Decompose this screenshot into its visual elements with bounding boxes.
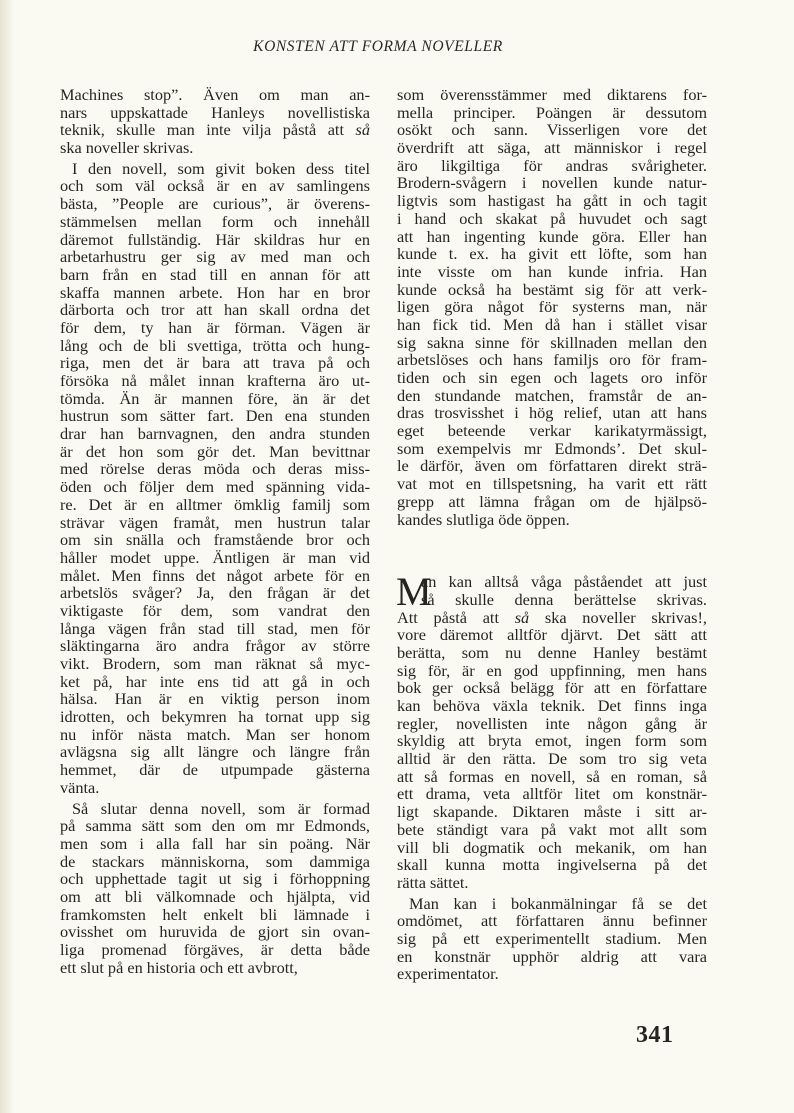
- text-line: ska noveller skrivas.: [60, 138, 194, 158]
- text-line: att han ingenting kunde göra. Eller han: [397, 226, 707, 246]
- text-line: och upphettade tagit ut sig i förhoppning: [60, 869, 370, 889]
- text-line: i hand och skakat på huvudet och sagt: [397, 208, 707, 228]
- text-line: eget beteende verkar karikatyrmässigt,: [397, 421, 707, 441]
- text-line: nu inför nästa match. Man ser honom: [60, 724, 370, 744]
- text-line: hälsa. Han är en viktig person inom: [60, 689, 370, 709]
- text-line: hemmet, där de utpumpade gästerna: [60, 760, 370, 780]
- text-line: nars uppskattade Hanleys novellistiska: [60, 102, 370, 122]
- text-line: kandes slutliga öde öppen.: [397, 509, 570, 529]
- text-line: vänta.: [60, 777, 100, 797]
- text-line: rätta sättet.: [397, 872, 469, 892]
- text-line: för dem, ty han är förman. Vägen är: [60, 317, 370, 337]
- text-line: han fick tid. Men då han i stället visar: [397, 314, 707, 334]
- text-line: överdrift att säga, att människor i regel: [397, 138, 707, 158]
- text-line: försöka nå målet innan krafterna äro ut-: [60, 371, 370, 390]
- text-line: bete ständigt vara på vakt mot allt som: [397, 819, 707, 839]
- section-break: [397, 531, 707, 573]
- text-line: regler, novellisten inte någon gång är: [397, 713, 707, 733]
- text-line: kan behöva växla teknik. Det finns inga: [397, 696, 707, 715]
- paragraph: [60, 160, 370, 797]
- text-line: kunde också ha bestämt sig för att verk-: [397, 279, 707, 299]
- text-line: på samma sätt som den om mr Edmonds,: [60, 816, 370, 836]
- text-line: som överensstämmer med diktarens for-: [397, 85, 707, 104]
- text-line: tiden och sin egen och lagets oro inför: [397, 368, 707, 387]
- text-line: att så formas en novell, så en roman, så: [397, 766, 707, 786]
- text-line: ett slut på en historia och ett avbrott,: [60, 957, 298, 977]
- text-line: håller modet uppe. Äntligen är man vid: [60, 547, 370, 567]
- paragraph: [397, 86, 707, 528]
- text-line: Så slutar denna novell, som är formad: [72, 798, 370, 818]
- text-line: skyldig att bryta emot, ingen form som: [397, 731, 707, 751]
- text-line: därborta och tror att han skall ordna det: [60, 300, 370, 320]
- text-span: Att påstå att: [397, 607, 515, 627]
- text-line: inte visste om han kunde infria. Han: [397, 261, 707, 281]
- text-line: de stackars människorna, som dammiga: [60, 851, 370, 871]
- text-line: är det hon som gör det. Man bevittnar: [60, 441, 370, 461]
- text-line: arbetslöses och hans familjs oro för fram-: [397, 350, 707, 370]
- text-line: och som väl också är en av samlingens: [60, 176, 370, 196]
- text-line: vikt. Brodern, som man räknat så myc-: [60, 654, 370, 673]
- text-line: idrotten, och bekymren ha tornat upp sig: [60, 707, 370, 727]
- text-line: öden och följer dem med spänning vida-: [60, 477, 370, 497]
- paragraph: [397, 895, 707, 983]
- left-column: [60, 86, 370, 979]
- text-line: bok ger också belägg för att en författare: [397, 678, 707, 698]
- text-line: ovisshet om huruvida de gjort sin ovan-: [60, 922, 370, 942]
- text-line: sig för, är en god uppfinning, men hans: [397, 660, 707, 680]
- text-line: omdömet, att författaren ännu befinner: [397, 911, 707, 931]
- text-line: lång och de bli svettiga, trötta och hung-: [60, 335, 370, 355]
- running-title: KONSTEN ATT FORMA NOVELLER: [253, 38, 503, 55]
- drop-cap: M: [396, 569, 432, 615]
- text-span: ska noveller skrivas!,: [529, 607, 707, 627]
- text-line: vill bli dogmatik och mekanik, om han: [397, 837, 707, 857]
- text-line: men som i alla fall har sin poäng. När: [60, 833, 370, 853]
- page-number: 341: [636, 1022, 674, 1048]
- text-line: [397, 609, 707, 627]
- text-line: ligt skapande. Diktaren måste i sitt ar-: [397, 802, 707, 822]
- italic-text: så: [514, 607, 530, 627]
- text-line: kunde t. ex. ha givit ett löfte, som han: [397, 244, 707, 264]
- italic-text: så: [355, 120, 370, 140]
- text-line: framkomsten helt enkelt bli lämnade i: [60, 904, 370, 924]
- text-line: liga promenad förgäves, är detta både: [60, 940, 370, 959]
- text-line: drar han barnvagnen, den andra stunden: [60, 424, 370, 444]
- text-line: sig sakna sinne för skillnaden mellan den: [397, 332, 707, 352]
- right-column: [397, 86, 707, 986]
- text-line: tömda. Än är mannen före, än är det: [60, 388, 370, 408]
- text-line: så skulle denna berättelse skrivas.: [421, 589, 707, 609]
- text-line: med rörelse deras möda och deras miss-: [60, 459, 370, 479]
- text-line: re. Det är en alltmer ömklig familj som: [60, 494, 370, 514]
- text-line: en konstnär upphör aldrig att vara: [397, 946, 707, 966]
- text-line: experimentator.: [397, 964, 499, 984]
- text-line: strävar vägen framåt, men hustrun talar: [60, 512, 370, 532]
- text-line: vat mot en tillspetsning, ha varit ett rätt: [397, 474, 707, 494]
- scan-edge-shadow: [0, 0, 14, 1113]
- text-line: som exempelvis mr Edmonds’. Det skul-: [397, 438, 707, 458]
- text-line: äro likgiltiga för andras svårigheter.: [397, 155, 707, 175]
- text-line: om sin snälla och framstående bror och: [60, 530, 370, 550]
- text-line: Machines stop”. Även om man an-: [60, 85, 370, 104]
- text-line: I den novell, som givit boken dess titel: [72, 158, 370, 178]
- text-line: sig på ett experimentellt stadium. Men: [397, 928, 707, 948]
- paragraph: [60, 86, 370, 157]
- text-line: arbetarhustru ger sig av med man och: [60, 247, 370, 267]
- text-line: le därför, även om författaren direkt strä-: [397, 456, 707, 476]
- text-line: om att bli välkomnade och hjälpta, vid: [60, 886, 370, 906]
- text-line: alltid är den rätta. De som tro sig veta: [397, 749, 707, 769]
- text-line: ett drama, veta alltför litet om konstnär-: [397, 784, 707, 804]
- text-line: ligtvis som hastigast ha gått in och tagit: [397, 191, 707, 211]
- text-span: teknik, skulle man inte vilja påstå att: [60, 120, 356, 140]
- text-line: skaffa mannen arbete. Hon har en bror: [60, 282, 370, 302]
- text-line: bästa, ”People are curious”, är överens-: [60, 194, 370, 214]
- text-line: ligen göra något för systerns man, när: [397, 297, 707, 317]
- text-line: osökt och sann. Visserligen vore det: [397, 120, 707, 140]
- text-line: dras trosvisshet i hög relief, utan att hans: [397, 403, 707, 423]
- text-line: vore däremot alltför djärvt. Det sätt att: [397, 625, 707, 645]
- text-line: Brodern-svågern i novellen kunde natur-: [397, 173, 707, 193]
- text-line: barn från en stad till en annan för att: [60, 264, 370, 284]
- text-line: grepp att lämna frågan om de hjälpsö-: [397, 491, 707, 511]
- text-line: viktigaste för dem, som vandrat den: [60, 600, 370, 620]
- text-line: släktingarna äro andra frågor av större: [60, 636, 370, 656]
- text-line: däremot fullständig. Här skildras hur en: [60, 229, 370, 249]
- paragraph: [60, 800, 370, 977]
- text-line: Man kan i bokanmälningar få se det: [409, 893, 707, 913]
- text-line: målet. Men finns det något arbete för en: [60, 565, 370, 585]
- text-line: berätta, som nu denne Hanley bestämt: [397, 642, 707, 662]
- text-line: stämmelsen mellan form och innehåll: [60, 211, 370, 231]
- text-line: riga, men det är bara att trava på och: [60, 353, 370, 373]
- text-line: långa vägen från stad till stad, men för: [60, 618, 370, 638]
- text-line: [60, 121, 370, 139]
- text-line: an kan alltså våga påståendet att just: [421, 572, 707, 592]
- paragraph: [396, 569, 707, 892]
- text-line: ket på, har inte ens tid att gå in och: [60, 671, 370, 691]
- text-line: skall kunna motta ingivelserna på det: [397, 855, 707, 875]
- text-line: hustrun som sätter fart. Den ena stunden: [60, 406, 370, 426]
- text-line: den stundande matchen, framstår de an-: [397, 385, 707, 405]
- text-line: avlägsna sig allt längre och längre från: [60, 742, 370, 762]
- text-line: mella principer. Poängen är dessutom: [397, 102, 707, 122]
- text-line: arbetslös svåger? Ja, den frågan är det: [60, 583, 370, 603]
